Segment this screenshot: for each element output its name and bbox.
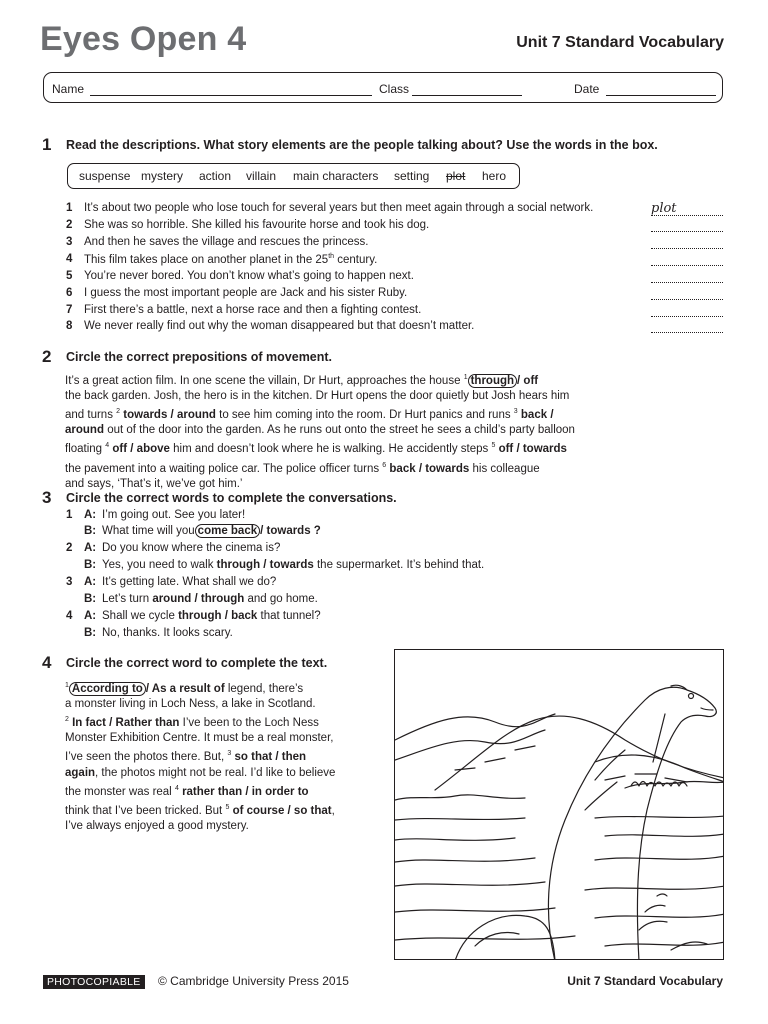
item-text: You’re never bored. You don’t know what’s going to happen next. — [84, 270, 414, 282]
text-run: and go home. — [247, 593, 318, 605]
example-answer: plot — [651, 201, 677, 216]
gap-number: 3 — [513, 408, 518, 416]
text-run: and turns — [65, 409, 113, 422]
option-text[interactable]: off / towards — [498, 443, 567, 456]
name-line — [90, 95, 372, 96]
option-text[interactable]: back / towards — [389, 462, 470, 475]
line-text: It’s getting late. What shall we do? — [102, 576, 277, 588]
gap-number: 5 — [491, 442, 496, 450]
answer-line[interactable] — [651, 282, 723, 283]
option-text[interactable]: rather than / in order to — [182, 785, 309, 798]
text-run: a monster living in Loch Ness, a lake in Scotland. — [65, 698, 316, 711]
line-with-options — [102, 610, 321, 622]
speaker-label: A: — [84, 610, 97, 622]
option-text[interactable]: around — [65, 424, 104, 437]
speaker-label: A: — [84, 576, 97, 588]
text-run: the monster was real — [65, 785, 172, 798]
exercise-3-instruction: Circle the correct words to complete the conversations. — [66, 491, 397, 505]
text-run: think that I’ve been tricked. But — [65, 804, 223, 817]
photocopiable-badge: PHOTOCOPIABLE — [43, 975, 145, 989]
conversation-number: 2 — [66, 542, 73, 554]
option-text[interactable]: through / back — [178, 610, 258, 622]
gap-number: 2 — [116, 408, 121, 416]
text-run: Monster Exhibition Centre. It must be a real monster, — [65, 732, 334, 745]
item-text: I guess the most important people are Jack and his sister Ruby. — [84, 287, 408, 299]
word-item: hero — [482, 169, 507, 183]
text-run: out of the door into the garden. As he runs out onto the street he sees a child’s party balloon — [107, 424, 575, 437]
text-run: him and doesn’t look where he is walking. He accidently steps — [173, 443, 489, 456]
speaker-label: B: — [84, 627, 97, 639]
text-run: , the photos might not be real. I’d like to believe — [95, 766, 336, 779]
option-text[interactable]: / towards ? — [260, 525, 321, 537]
loch-ness-monster-illustration — [394, 649, 724, 960]
option-text[interactable]: / off — [517, 374, 539, 387]
circled-answer[interactable]: through — [468, 374, 517, 388]
ordinal-suffix: th — [328, 253, 335, 260]
item-text: She was so horrible. She killed his favourite horse and took his dog. — [84, 219, 430, 231]
line-with-options — [102, 559, 484, 571]
exercise-4-instruction: Circle the correct word to complete the text. — [66, 656, 328, 670]
gap-number: 5 — [225, 803, 230, 811]
text-run: I’ve always enjoyed a good mystery. — [65, 819, 249, 832]
exercise-1-number: 1 — [42, 135, 52, 154]
line-text: No, thanks. It looks scary. — [102, 627, 233, 639]
text-run: that tunnel? — [260, 610, 321, 622]
gap-number: 2 — [65, 716, 69, 724]
unit-title: Unit 7 Standard Vocabulary — [516, 34, 724, 51]
text-run: , — [331, 804, 335, 817]
option-text[interactable]: In fact / Rather than — [72, 717, 180, 730]
option-text[interactable]: / As a result of — [145, 682, 225, 695]
word-item: mystery — [141, 169, 183, 183]
speaker-label: B: — [84, 559, 97, 571]
speaker-label: A: — [84, 509, 97, 521]
answer-line[interactable] — [651, 332, 723, 333]
text-run: the supermarket. It’s behind that. — [316, 559, 485, 571]
text-run: the back garden. Josh, the hero is in the kitchen. Dr Hurt opens the door quietly but Josh hears him — [65, 390, 570, 403]
word-box — [67, 163, 520, 189]
gap-number: 6 — [382, 461, 387, 469]
item-number: 4 — [66, 253, 73, 265]
gap-number: 3 — [227, 750, 232, 758]
circled-answer[interactable]: According to — [69, 682, 146, 696]
option-text[interactable]: back / — [520, 409, 554, 422]
item-number: 7 — [66, 304, 73, 316]
gap-number: 1 — [463, 374, 468, 381]
answer-line[interactable] — [651, 299, 723, 300]
conversation-number: 1 — [66, 509, 73, 521]
exercise-3-number: 3 — [42, 488, 52, 507]
item-number: 5 — [66, 270, 73, 282]
item-number: 2 — [66, 219, 73, 231]
text-run: Let’s turn — [102, 593, 150, 605]
option-text[interactable]: through / towards — [216, 559, 314, 571]
option-text[interactable]: again — [65, 766, 96, 779]
gap-number: 4 — [174, 784, 179, 792]
text-run: his colleague — [472, 462, 540, 475]
text-run: legend, there’s — [227, 682, 304, 695]
text-run: Yes, you need to walk — [102, 559, 214, 571]
copyright-text: © Cambridge University Press 2015 — [158, 974, 349, 988]
word-item: main characters — [293, 169, 379, 183]
text-run: and says, ‘That’s it, we’ve got him.’ — [65, 477, 243, 490]
text-run: What time will you — [102, 525, 195, 537]
class-label: Class — [379, 82, 410, 96]
answer-line[interactable] — [651, 231, 723, 232]
item-number: 6 — [66, 287, 73, 299]
answer-line[interactable] — [651, 265, 723, 266]
conversation-number: 3 — [66, 576, 73, 588]
item-number: 3 — [66, 236, 73, 248]
text-run: I’ve been to the Loch Ness — [182, 717, 319, 730]
option-text[interactable]: off / above — [112, 443, 170, 456]
monster-drawing — [395, 650, 724, 960]
student-info-box — [43, 72, 723, 103]
line-text: Do you know where the cinema is? — [102, 542, 281, 554]
item-text: It’s about two people who lose touch for several years but then meet again through a social network. — [84, 202, 594, 214]
option-text[interactable]: around / through — [152, 593, 245, 605]
item-number: 8 — [66, 320, 73, 332]
exercise-2-instruction: Circle the correct prepositions of movement. — [66, 350, 333, 364]
exercise-2-number: 2 — [42, 347, 52, 366]
brand-title: Eyes Open 4 — [40, 20, 247, 58]
text-run: It’s a great action film. In one scene the villain, Dr Hurt, approaches the house — [65, 374, 461, 387]
text-run: the pavement into a waiting police car. The police officer turns — [65, 462, 380, 475]
item-text: We never really find out why the woman disappeared but that doesn’t matter. — [84, 320, 475, 332]
item-text: This film takes place on another planet in the 25th century. — [84, 253, 378, 266]
item-text: And then he saves the village and rescues the princess. — [84, 236, 369, 248]
name-label: Name — [52, 82, 85, 96]
circled-answer[interactable]: come back — [195, 524, 260, 538]
text-run: floating — [65, 443, 103, 456]
gap-number: 1 — [65, 682, 69, 689]
word-item: suspense — [79, 169, 131, 183]
footer-unit-title: Unit 7 Standard Vocabulary — [567, 974, 723, 988]
speaker-label: B: — [84, 525, 97, 537]
word-item: action — [199, 169, 232, 183]
answer-line[interactable] — [651, 248, 723, 249]
conversation-number: 4 — [66, 610, 73, 622]
word-item: villain — [246, 169, 277, 183]
answer-line[interactable] — [651, 215, 723, 216]
speaker-label: B: — [84, 593, 97, 605]
text-run: Shall we cycle — [102, 610, 175, 622]
exercise-1-instruction: Read the descriptions. What story elements are the people talking about? Use the words in the box. — [66, 138, 658, 152]
option-text[interactable]: towards / around — [123, 409, 216, 422]
text-run: I’ve seen the photos there. But, — [65, 751, 225, 764]
speaker-label: A: — [84, 542, 97, 554]
date-line — [606, 95, 716, 96]
exercise-4-number: 4 — [42, 653, 52, 672]
gap-number: 4 — [105, 442, 110, 450]
line-with-options — [102, 525, 321, 537]
answer-line[interactable] — [651, 316, 723, 317]
line-with-options — [102, 593, 318, 605]
item-text: First there’s a battle, next a horse race and then a fighting contest. — [84, 304, 422, 316]
option-text[interactable]: so that / then — [234, 751, 307, 764]
date-label: Date — [574, 82, 600, 96]
exercise-4-text — [65, 678, 385, 834]
class-line — [412, 95, 522, 96]
exercise-2-text — [65, 370, 655, 492]
word-item-crossed: plot — [446, 169, 466, 183]
word-item: setting — [394, 169, 430, 183]
item-number: 1 — [66, 202, 73, 214]
line-text: I’m going out. See you later! — [102, 509, 246, 521]
option-text[interactable]: of course / so that — [232, 804, 332, 817]
text-run: to see him coming into the room. Dr Hurt panics and runs — [219, 409, 511, 422]
